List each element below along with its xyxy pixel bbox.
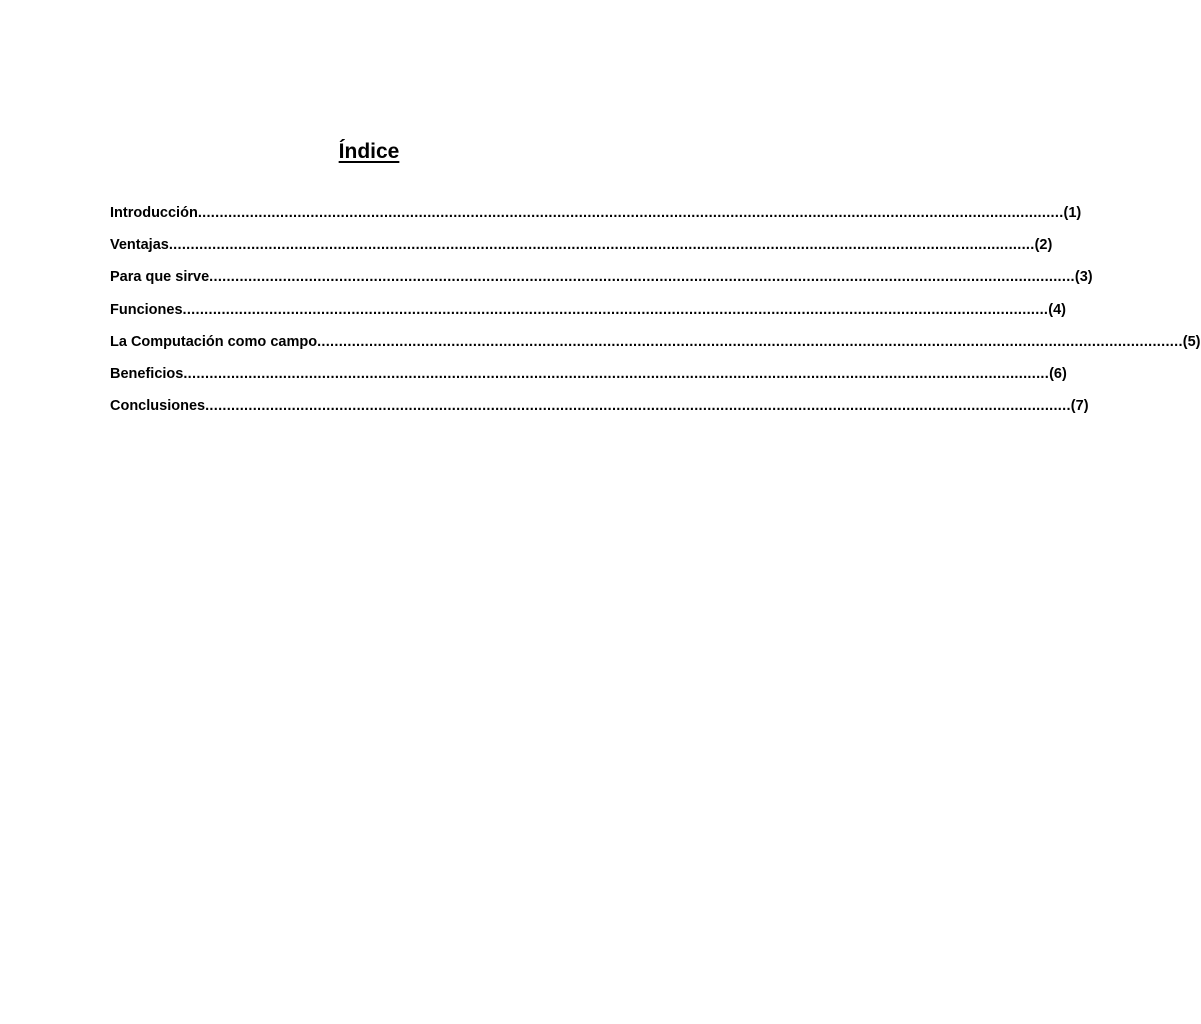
toc-dot-leader: ........................................................................................................................................................................................................ (197, 205, 1064, 221)
page-title: Índice (338, 140, 400, 163)
toc-dot-leader: ........................................................................................................................................................................................................ (209, 269, 1075, 286)
toc-entry-label: Introducción (110, 205, 198, 221)
toc-entry-ventajas (110, 237, 1053, 269)
toc-page-number: (4) (1048, 301, 1066, 318)
toc-page-number: (2) (1034, 237, 1053, 254)
toc-entry-la-computacion-como-campo (110, 333, 1201, 366)
toc-entry-label: Para que sirve (110, 269, 210, 286)
toc-entry-label: Conclusiones (110, 398, 206, 415)
toc-page-number: (3) (1074, 269, 1093, 286)
toc-entry-conclusiones (110, 398, 1089, 430)
toc-entry-beneficios (110, 365, 1067, 398)
toc-entry-label: Ventajas (110, 237, 169, 254)
toc-dot-leader: ........................................................................................................................................................................................................ (205, 398, 1071, 415)
toc-page-number: (6) (1049, 365, 1067, 382)
toc-entry-label: La Computación como campo (110, 333, 318, 350)
toc-dot-leader: ........................................................................................................................................................................................................ (183, 365, 1050, 382)
toc-dot-leader: ........................................................................................................................................................................................................ (168, 237, 1035, 254)
toc-entry-label: Beneficios (110, 365, 184, 382)
toc-page-number: (7) (1070, 398, 1089, 415)
toc-entry-funciones (110, 301, 1066, 334)
toc-page-number: (1) (1063, 205, 1082, 221)
toc-dot-leader: ........................................................................................................................................................................................................ (182, 301, 1049, 318)
toc-entry-para-que-sirve (110, 269, 1093, 301)
toc-dot-leader: ........................................................................................................................................................................................................ (317, 333, 1183, 350)
toc-page-number: (5) (1182, 333, 1201, 350)
toc-entry-introduccion (110, 205, 1082, 237)
toc-entry-label: Funciones (110, 301, 183, 318)
table-of-contents (110, 205, 1201, 430)
